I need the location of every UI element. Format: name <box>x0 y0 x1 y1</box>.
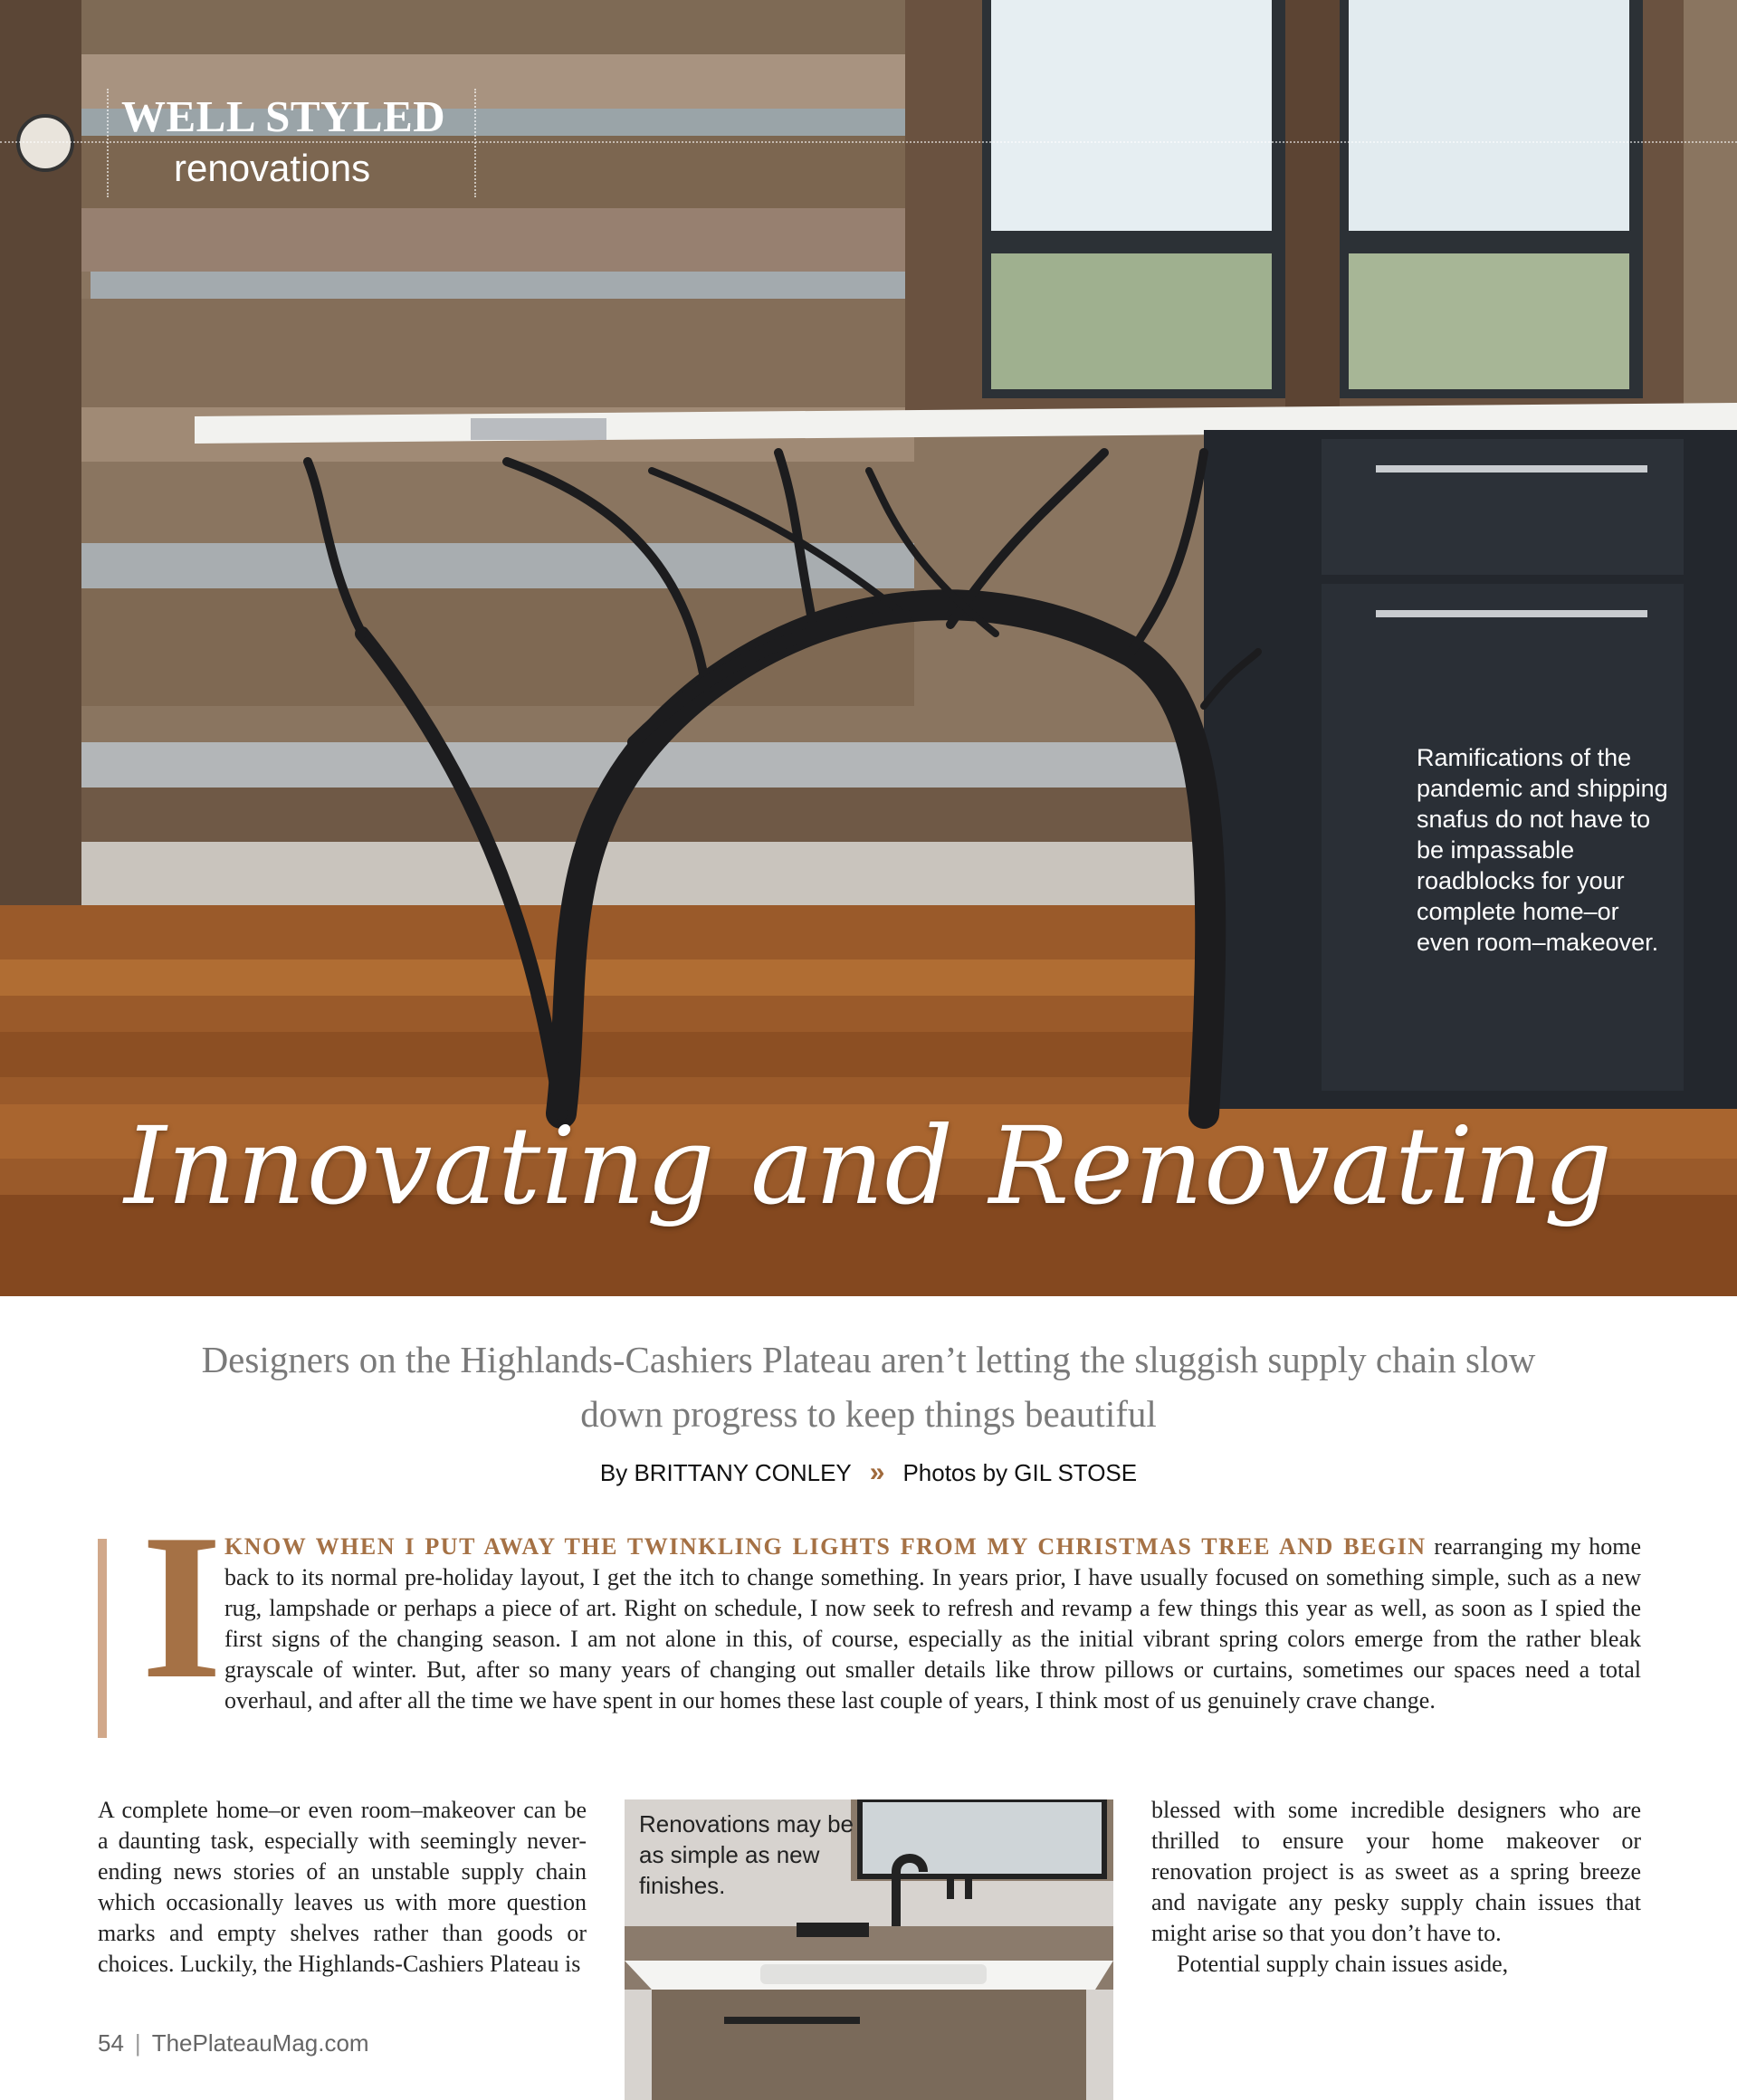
lead-run-in: KNOW WHEN I PUT AWAY THE TWINKLING LIGHTS FROM MY CHRISTMAS TREE AND BEGIN <box>224 1533 1427 1560</box>
byline-author: By BRITTANY CONLEY <box>599 1459 852 1486</box>
drop-cap: I <box>141 1491 223 1722</box>
accent-bar <box>98 1539 107 1738</box>
body-paragraph: Potential supply chain issues aside, <box>1177 1951 1509 1977</box>
section-kicker: WELL STYLED <box>121 91 446 141</box>
body-column-right <box>1151 1795 1641 1980</box>
byline <box>0 1457 1737 1488</box>
lead-text: rearranging my home back to its normal pre-holiday layout, I get the itch to change something. In years prior, I have usually focused on something simple, such as a new rug, lampshade or perhaps a piece of art. Right on schedule, I now seek to refresh and revamp a few things this year as well, as soon as I spied the first signs of the changing season. I am not alone in this, of course, especially as the initial vibrant spring colors emerge from the rather bleak grayscale of winter. But, after so many years of changing out smaller details like throw pillows or curtains, sometimes our spaces need a total overhaul, and after all the time we have spent in our homes these last couple of years, I think most of us genuinely crave change. <box>224 1533 1641 1713</box>
section-label <box>107 89 476 197</box>
page-number: 54 <box>98 2029 124 2057</box>
body-paragraph: A complete home–or even room–makeover can be a daunting task, especially with seemingly never-ending news stories of an unstable supply chain which occasionally leaves us with more question marks and empty shelves rather than goods or choices. Luckily, the Highlands-Cashiers Plateau is <box>98 1797 587 1977</box>
section-subtitle: renovations <box>174 147 371 189</box>
divider-dotted <box>474 89 476 197</box>
article-deck: Designers on the Highlands-Cashiers Plateau aren’t letting the sluggish supply chain slow down progress to keep things beautiful <box>201 1339 1536 1435</box>
divider-dotted <box>107 89 109 197</box>
chevron-right-icon: » <box>869 1457 885 1487</box>
hero-caption: Ramifications of the pandemic and shipping snafus do not have to be impassable roadblocks for your complete home–or even room–makeover. <box>1417 744 1668 956</box>
divider: | <box>134 2029 141 2057</box>
inset-caption: Renovations may be as simple as new finishes. <box>639 1810 854 1899</box>
article-headline: Innovating and Renovating <box>124 1103 1613 1228</box>
lead-paragraph <box>145 1532 1641 1716</box>
byline-photos: Photos by GIL STOSE <box>902 1459 1138 1486</box>
body-paragraph: blessed with some incredible designers who are thrilled to ensure your home makeover or renovation project is as sweet as a spring breeze and navigate any pesky supply chain issues that might arise so that you don’t have to. <box>1151 1797 1641 1946</box>
body-column-left <box>98 1795 587 1980</box>
inset-photo <box>625 1799 1113 2100</box>
site-url: ThePlateauMag.com <box>151 2029 369 2057</box>
page-folio <box>98 2029 369 2057</box>
